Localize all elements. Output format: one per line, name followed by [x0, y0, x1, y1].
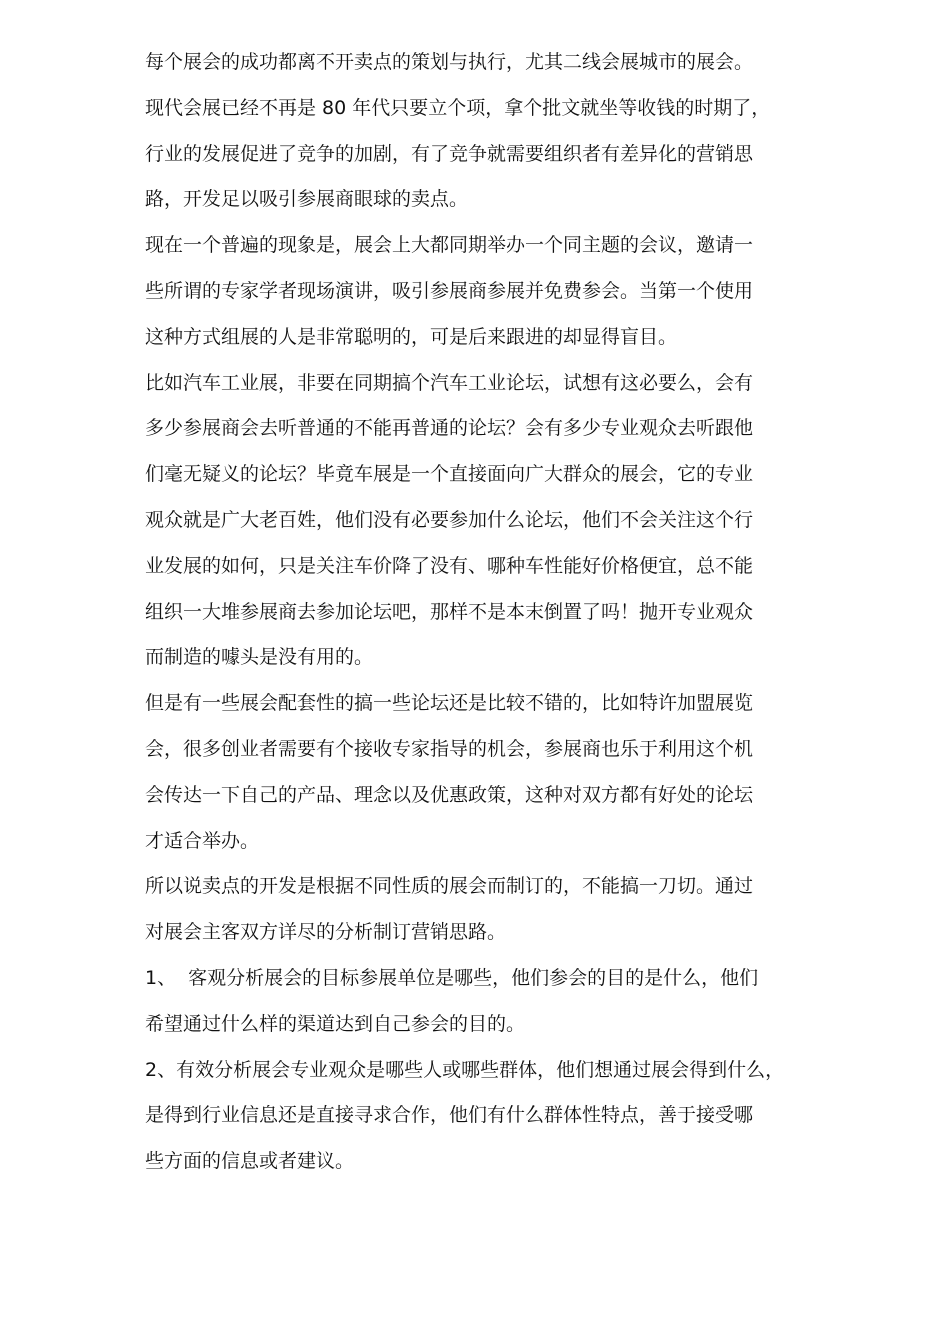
text-line: 多少参展商会去听普通的不能再普通的论坛？会有多少专业观众去听跟他: [145, 417, 754, 440]
list-item-2: [145, 1048, 905, 1185]
text-line: 观众就是广大老百姓，他们没有必要参加什么论坛，他们不会关注这个行: [145, 508, 754, 531]
text-line: 比如汽车工业展，非要在同期搞个汽车工业论坛，试想有这必要么，会有: [145, 371, 754, 394]
paragraph-auto-show-example: [145, 361, 905, 682]
text-line: 所以说卖点的开发是根据不同性质的展会而制订的，不能搞一刀切。通过: [145, 875, 754, 898]
paragraph-modern-exhibitions: [145, 86, 905, 223]
paragraph-common-phenomenon: [145, 223, 905, 360]
text-line: 但是有一些展会配套性的搞一些论坛还是比较不错的，比如特许加盟展览: [145, 692, 754, 715]
text-line: 是得到行业信息还是直接寻求合作，他们有什么群体性特点，善于接受哪: [145, 1104, 754, 1127]
text-line: 行业的发展促进了竞争的加剧，有了竞争就需要组织者有差异化的营销思: [145, 142, 754, 165]
document-page: [145, 40, 905, 1185]
text-line: 业发展的如何，只是关注车价降了没有、哪种车性能好价格便宜，总不能: [145, 554, 754, 577]
list-item-1: [145, 956, 905, 1048]
text-line: 们毫无疑义的论坛？毕竟车展是一个直接面向广大群众的展会，它的专业: [145, 463, 754, 486]
text-line: 而制造的噱头是没有用的。: [145, 646, 374, 669]
text-line: 这种方式组展的人是非常聪明的，可是后来跟进的却显得盲目。: [145, 325, 678, 348]
text-line: 些所谓的专家学者现场演讲，吸引参展商参展并免费参会。当第一个使用: [145, 279, 754, 302]
text-line: 会传达一下自己的产品、理念以及优惠政策，这种对双方都有好处的论坛: [145, 783, 754, 806]
text-line: 每个展会的成功都离不开卖点的策划与执行，尤其二线会展城市的展会。: [145, 51, 754, 73]
text-line: 希望通过什么样的渠道达到自己参会的目的。: [145, 1012, 526, 1035]
text-line: 对展会主客双方详尽的分析制订营销思路。: [145, 921, 507, 944]
text-line: 1、 客观分析展会的目标参展单位是哪些，他们参会的目的是什么，他们: [145, 966, 759, 989]
text-line: 才适合举办。: [145, 829, 260, 852]
text-line: 会，很多创业者需要有个接收专家指导的机会，参展商也乐于利用这个机: [145, 737, 754, 760]
text-line: 些方面的信息或者建议。: [145, 1150, 355, 1173]
paragraph-intro: [145, 40, 905, 86]
text-line: 2、有效分析展会专业观众是哪些人或哪些群体，他们想通过展会得到什么，: [145, 1058, 785, 1081]
text-line: 现代会展已经不再是 80 年代只要立个项，拿个批文就坐等收钱的时期了，: [145, 96, 771, 119]
text-line: 组织一大堆参展商去参加论坛吧，那样不是本末倒置了吗！抛开专业观众: [145, 600, 754, 623]
text-line: 现在一个普遍的现象是，展会上大都同期举办一个同主题的会议，邀请一: [145, 234, 754, 257]
text-line: 路，开发足以吸引参展商眼球的卖点。: [145, 188, 469, 211]
paragraph-conclusion: [145, 864, 905, 956]
paragraph-franchise-example: [145, 681, 905, 864]
